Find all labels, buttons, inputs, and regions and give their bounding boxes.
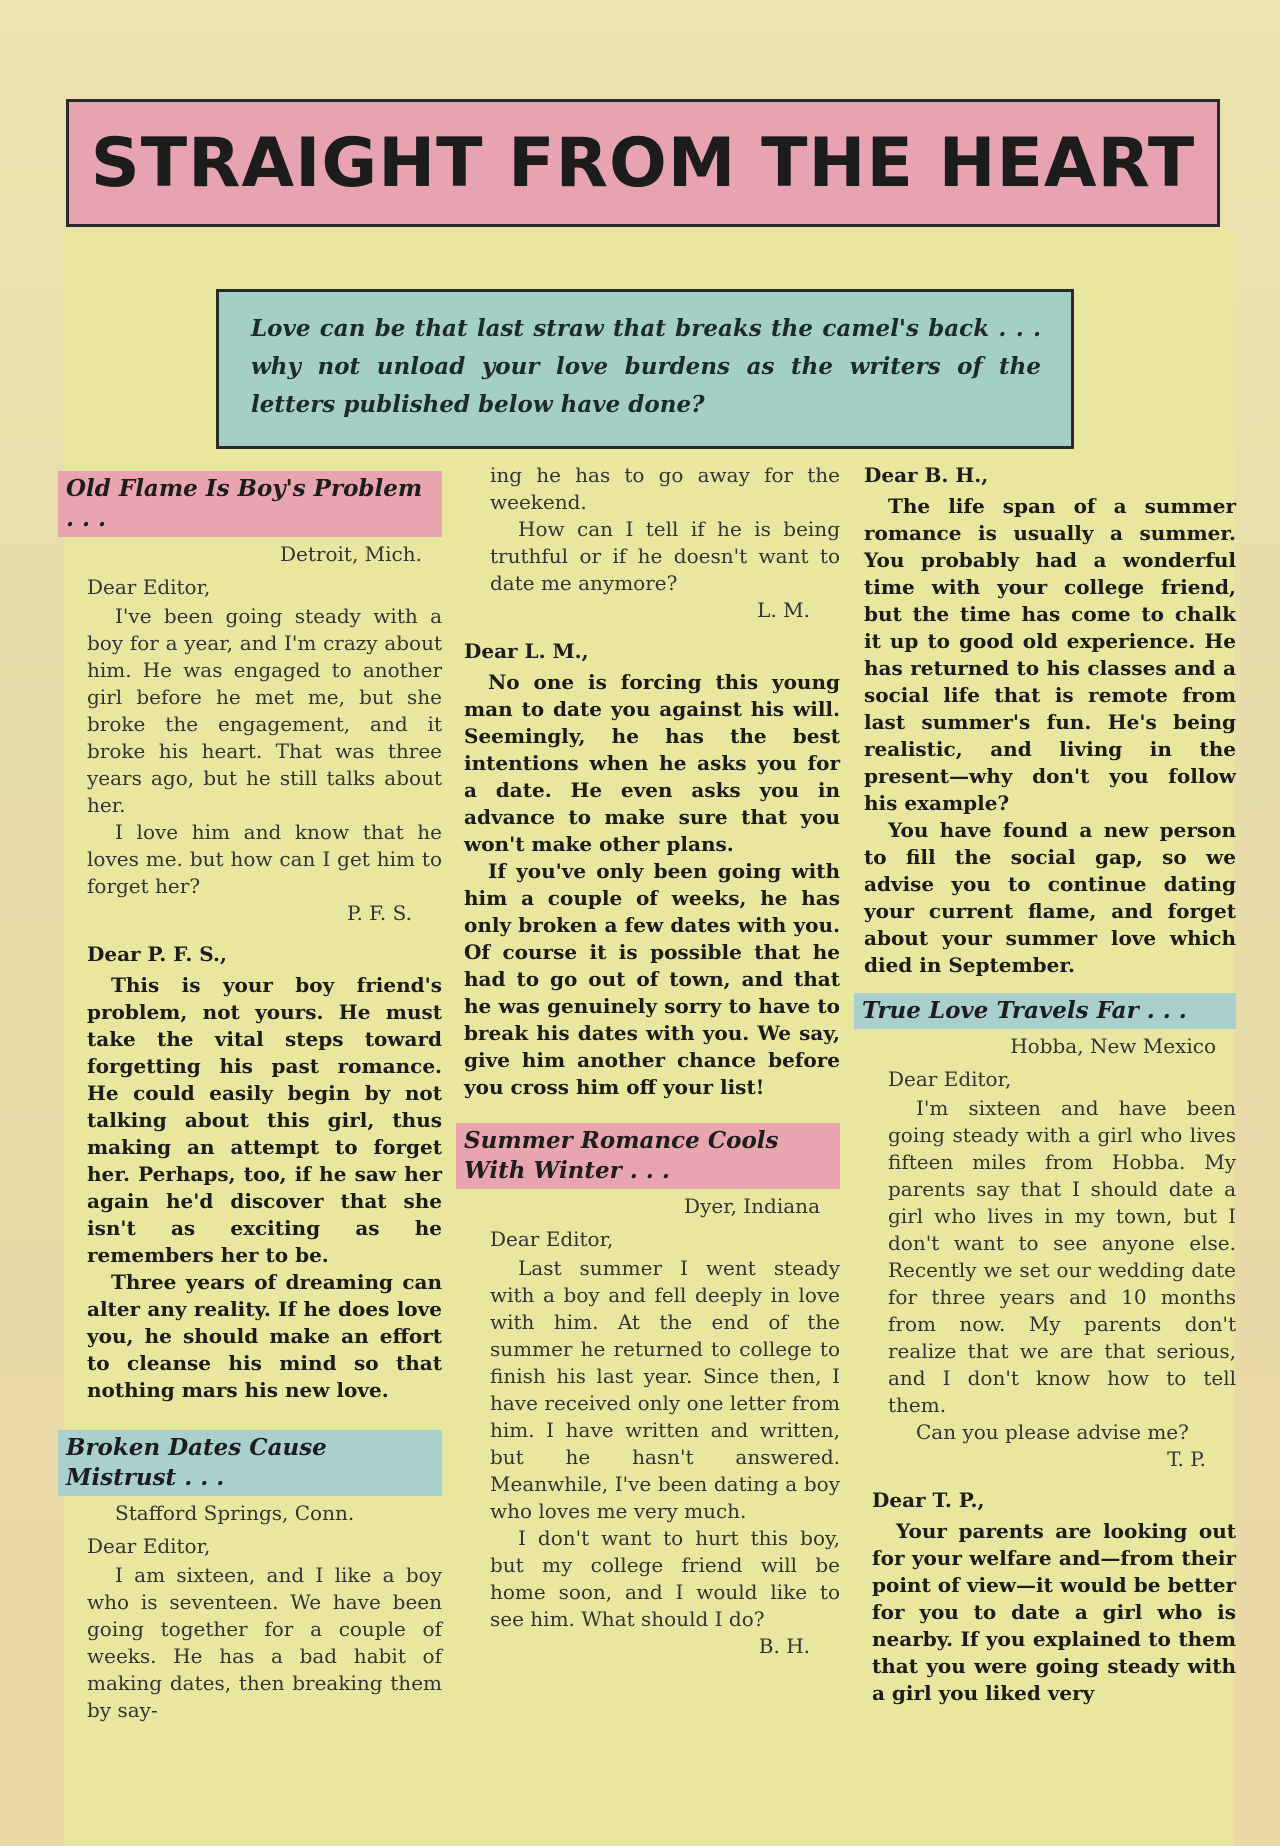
letter-salutation: Dear Editor, [888, 1067, 1012, 1091]
letter-tp [858, 1033, 1236, 1473]
reply-salutation: Dear L. M., [464, 639, 589, 663]
reply-tp [858, 1487, 1236, 1707]
reply-pfs [62, 941, 442, 1404]
letter-signature: P. F. S. [347, 901, 412, 925]
intro-text: Love can be that last straw that breaks the camel's back . . . why not unload your love burdens as the writers of the letters published below have done? [251, 315, 1041, 418]
intro-box [216, 289, 1074, 449]
letter-place: Hobba, New Mexico [1010, 1034, 1216, 1058]
headline-broken-dates: Broken Dates Cause Mistrust . . . [58, 1430, 442, 1496]
letter-paragraph: How can I tell if he is being truthful or if he doesn't want to date me anymore? [490, 517, 840, 595]
letter-signature: B. H. [758, 1634, 810, 1658]
letter-place: Dyer, Indiana [684, 1194, 820, 1218]
reply-paragraph: This is your boy friend's problem, not yours. He must take the vital steps toward forgetting his past romance. He could easily begin by not talking about this girl, thus making an attempt to forget her. Perhaps, too, if he saw her again he'd discover that she isn't as exciting as he remembers her to be. [87, 973, 442, 1267]
letter-salutation: Dear Editor, [490, 1227, 614, 1251]
reply-lm [460, 638, 840, 1101]
reply-paragraph: Your parents are looking out for your welfare and—from their point of view—it would be better for you to date a girl who is nearby. If you explained to them that you were going steady with a girl you liked very [872, 1519, 1236, 1705]
letter-salutation: Dear Editor, [87, 1534, 211, 1558]
letter-signature: L. M. [757, 598, 810, 622]
reply-paragraph: If you've only been going with him a couple of weeks, he has only broken a few dates with you. Of course it is possible that he had to go out of town, and that he was genuinely sorry to have to break his dates with you. We say, give him another chance before you cross him off your list! [464, 859, 840, 1099]
reply-salutation: Dear T. P., [872, 1488, 985, 1512]
letter-lm-cont [460, 462, 840, 624]
reply-bh [858, 462, 1236, 979]
headline-true-love: True Love Travels Far . . . [854, 993, 1236, 1029]
letter-signature: T. P. [1167, 1447, 1206, 1471]
reply-salutation: Dear B. H., [864, 463, 989, 487]
column-3 [858, 462, 1236, 1707]
letter-paragraph: Last summer I went steady with a boy and fell deeply in love with him. At the end of the summer he returned to college to finish his last year. Since then, I have received only one letter from him. I have written and written, but he hasn't answered. Meanwhile, I've been dating a boy who loves me very much. [490, 1256, 840, 1523]
title-banner [66, 99, 1220, 227]
letter-bh [460, 1193, 840, 1660]
letter-lm [62, 1500, 442, 1724]
letter-place: Detroit, Mich. [280, 542, 422, 566]
letter-place: Stafford Springs, Conn. [115, 1501, 355, 1525]
letter-paragraph: I'm sixteen and have been going steady with a girl who lives fifteen miles from Hobba. My parents say that I should date a girl who lives in my town, but I don't want to see anyone else. Recently we set our wedding date for three years and 10 months from now. My parents don't realize that we are that serious, and I don't know how to tell them. [888, 1096, 1236, 1417]
letter-paragraph: I've been going steady with a boy for a year, and I'm crazy about him. He was engaged to another girl before he met me, but she broke the engagement, and it broke his heart. That was three years ago, but he still talks about her. [87, 604, 442, 817]
column-1 [62, 465, 442, 1724]
letter-paragraph: Can you please advise me? [916, 1420, 1189, 1444]
letter-paragraph: I am sixteen, and I like a boy who is seventeen. We have been going together for a couple of weeks. He has a bad habit of making dates, then breaking them by say- [87, 1563, 442, 1722]
reply-salutation: Dear P. F. S., [87, 942, 227, 966]
headline-summer-romance: Summer Romance Cools With Winter . . . [456, 1123, 840, 1189]
headline-old-flame: Old Flame Is Boy's Problem . . . [58, 471, 442, 537]
page-title: STRAIGHT FROM THE HEART [90, 123, 1196, 203]
column-2 [460, 462, 840, 1660]
reply-paragraph: Three years of dreaming can alter any reality. If he does love you, he should make an effort to cleanse his mind so that nothing mars his new love. [87, 1270, 442, 1402]
letter-paragraph: I don't want to hurt this boy, but my college friend will be home soon, and I would like to see him. What should I do? [490, 1526, 840, 1631]
letter-paragraph: I love him and know that he loves me. but how can I get him to forget her? [87, 820, 442, 898]
reply-paragraph: You have found a new person to fill the social gap, so we advise you to continue dating your current flame, and forget about your summer love which died in September. [864, 818, 1236, 977]
letter-pfs [62, 541, 442, 927]
letter-paragraph: ing he has to go away for the weekend. [490, 463, 840, 514]
reply-paragraph: No one is forcing this young man to date you against his will. Seemingly, he has the best intentions when he asks you for a date. He even asks you in advance to make sure that you won't make other plans. [464, 670, 840, 856]
reply-paragraph: The life span of a summer romance is usually a summer. You probably had a wonderful time with your college friend, but the time has come to chalk it up to good old experience. He has returned to his classes and a social life that is remote from last summer's fun. He's being realistic, and living in the present—why don't you follow his example? [864, 494, 1236, 815]
letter-salutation: Dear Editor, [87, 575, 211, 599]
